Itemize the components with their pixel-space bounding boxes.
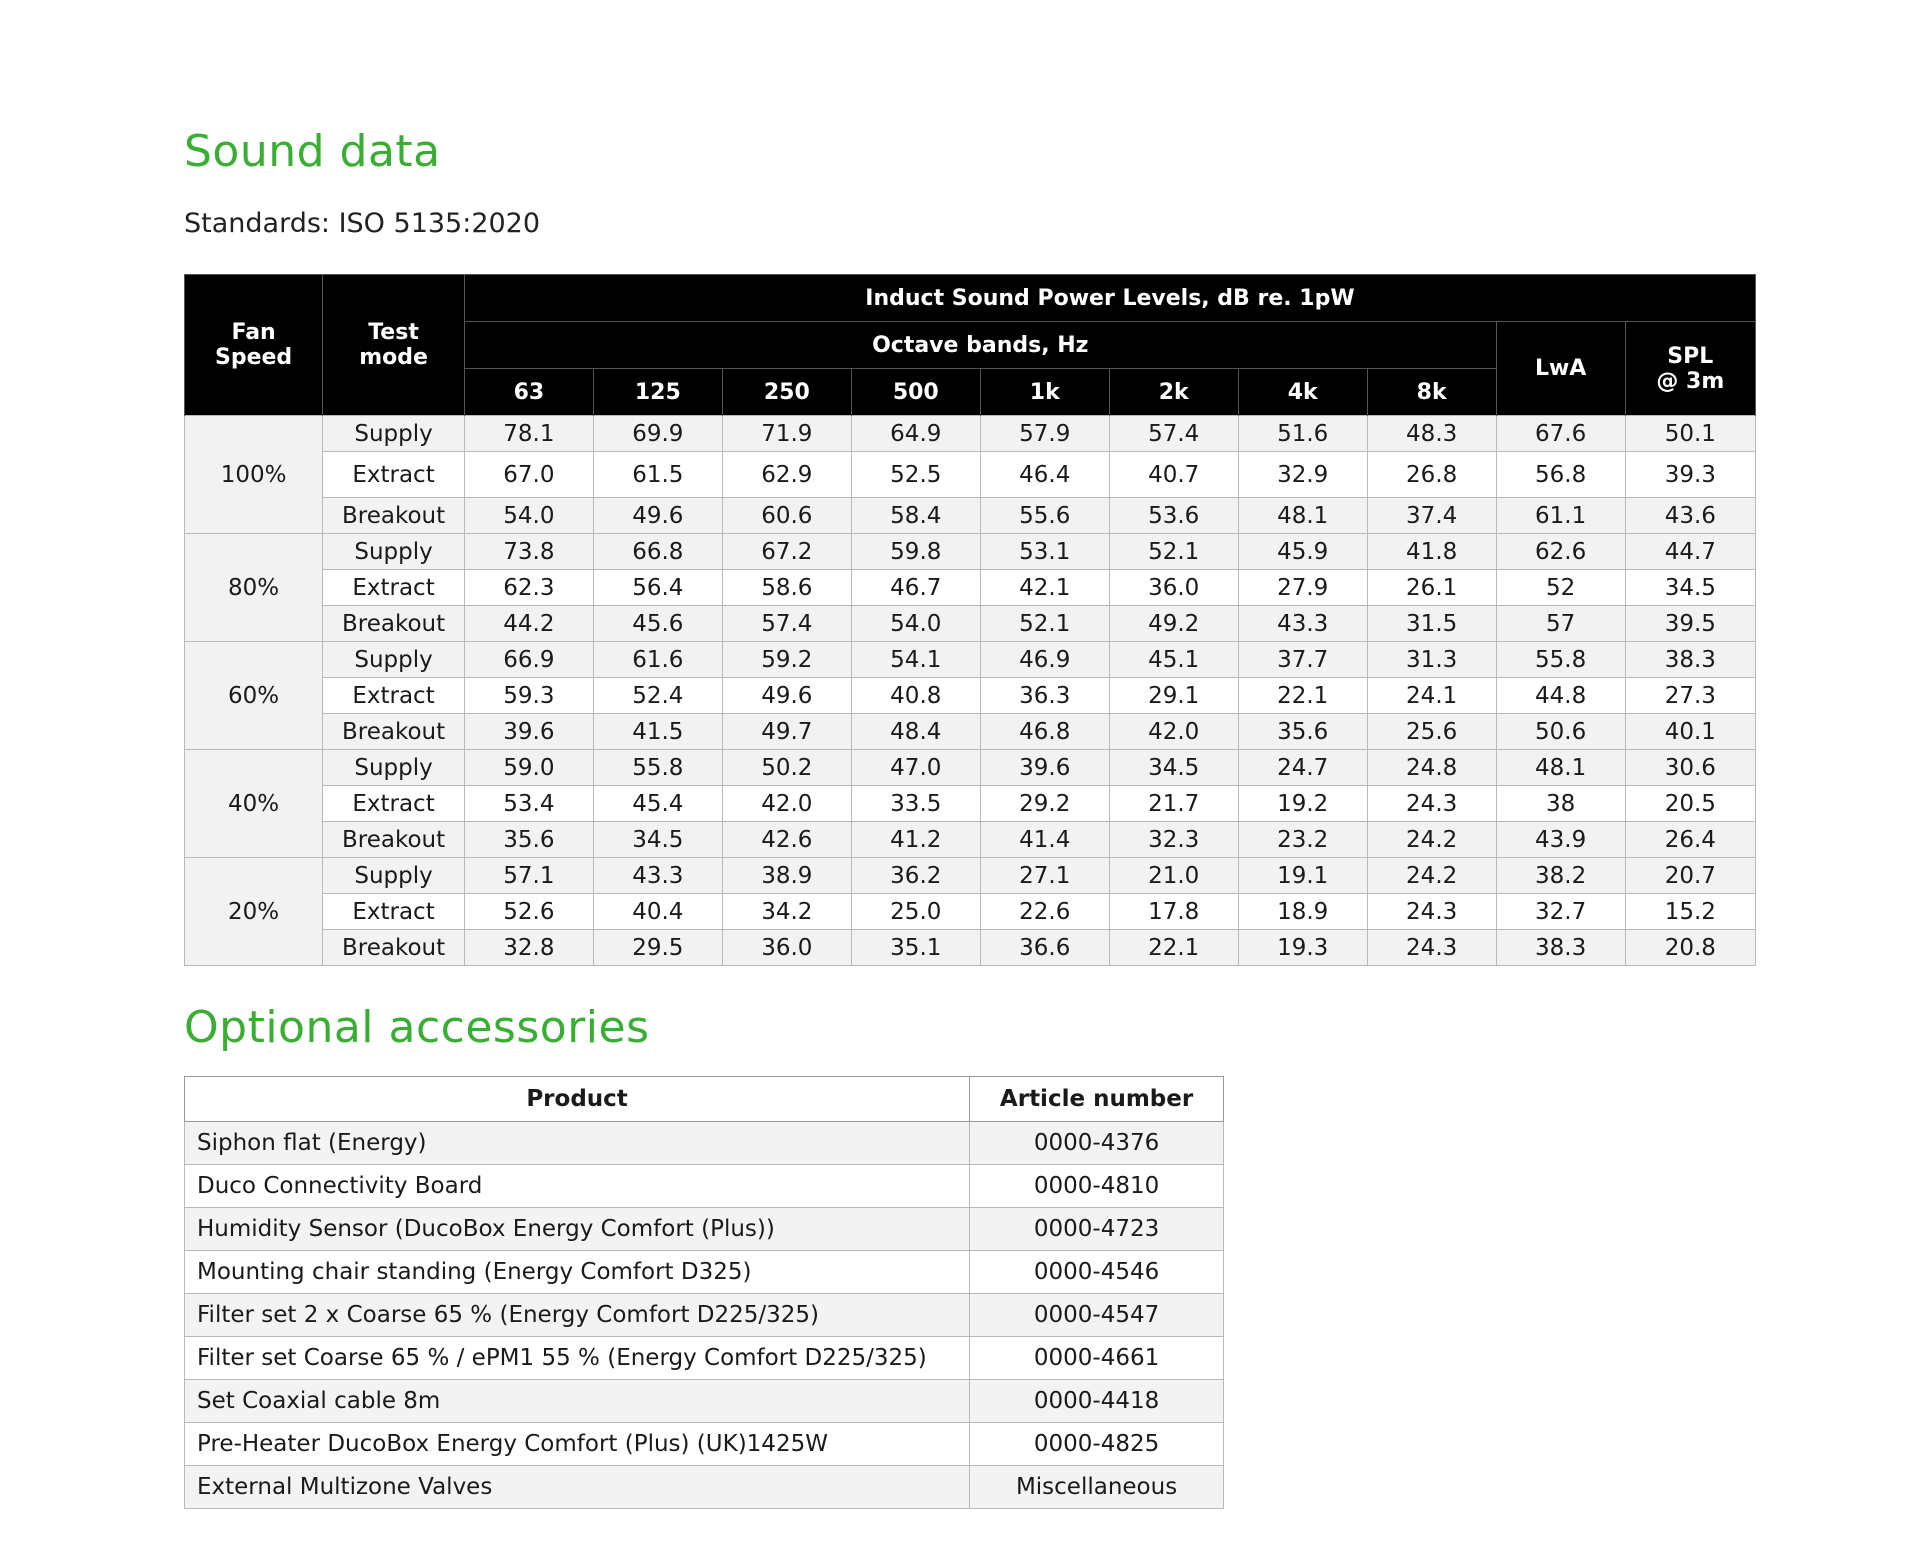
value-cell: 51.6 — [1238, 416, 1367, 452]
table-row — [185, 498, 1756, 534]
value-cell: 27.1 — [980, 858, 1109, 894]
fan-speed-cell: 60% — [185, 642, 323, 750]
table-row — [185, 930, 1756, 966]
value-cell: 40.4 — [593, 894, 722, 930]
value-cell: 35.1 — [851, 930, 980, 966]
value-cell: 34.5 — [593, 822, 722, 858]
value-cell: 22.6 — [980, 894, 1109, 930]
article-number-cell: 0000-4547 — [970, 1294, 1224, 1337]
product-cell: Pre-Heater DucoBox Energy Comfort (Plus) (UK)1425W — [185, 1423, 970, 1466]
table-row — [185, 786, 1756, 822]
value-cell: 50.1 — [1625, 416, 1755, 452]
test-mode-cell: Extract — [323, 678, 465, 714]
test-mode-cell: Supply — [323, 534, 465, 570]
band-header: 1k — [980, 369, 1109, 416]
value-cell: 52.1 — [1109, 534, 1238, 570]
table-row — [185, 822, 1756, 858]
value-cell: 52.4 — [593, 678, 722, 714]
value-cell: 67.0 — [464, 452, 593, 498]
table-row — [185, 750, 1756, 786]
value-cell: 34.2 — [722, 894, 851, 930]
value-cell: 31.5 — [1367, 606, 1496, 642]
table-row — [185, 452, 1756, 498]
induct-header: Induct Sound Power Levels, dB re. 1pW — [464, 275, 1755, 322]
value-cell: 78.1 — [464, 416, 593, 452]
value-cell: 57.4 — [722, 606, 851, 642]
value-cell: 32.9 — [1238, 452, 1367, 498]
value-cell: 52.1 — [980, 606, 1109, 642]
value-cell: 36.2 — [851, 858, 980, 894]
test-mode-cell: Breakout — [323, 930, 465, 966]
test-mode-cell: Extract — [323, 894, 465, 930]
value-cell: 25.0 — [851, 894, 980, 930]
product-cell: Humidity Sensor (DucoBox Energy Comfort (Plus)) — [185, 1208, 970, 1251]
band-header: 250 — [722, 369, 851, 416]
value-cell: 22.1 — [1109, 930, 1238, 966]
value-cell: 56.4 — [593, 570, 722, 606]
value-cell: 36.0 — [722, 930, 851, 966]
value-cell: 41.8 — [1367, 534, 1496, 570]
article-number-cell: Miscellaneous — [970, 1466, 1224, 1509]
value-cell: 42.6 — [722, 822, 851, 858]
value-cell: 19.3 — [1238, 930, 1367, 966]
value-cell: 60.6 — [722, 498, 851, 534]
value-cell: 48.4 — [851, 714, 980, 750]
value-cell: 41.4 — [980, 822, 1109, 858]
value-cell: 21.0 — [1109, 858, 1238, 894]
value-cell: 26.1 — [1367, 570, 1496, 606]
value-cell: 39.3 — [1625, 452, 1755, 498]
value-cell: 42.0 — [722, 786, 851, 822]
table-row — [185, 1423, 1224, 1466]
value-cell: 29.1 — [1109, 678, 1238, 714]
value-cell: 48.1 — [1238, 498, 1367, 534]
value-cell: 45.9 — [1238, 534, 1367, 570]
test-mode-cell: Extract — [323, 452, 465, 498]
value-cell: 50.6 — [1496, 714, 1625, 750]
value-cell: 40.8 — [851, 678, 980, 714]
value-cell: 43.6 — [1625, 498, 1755, 534]
value-cell: 43.9 — [1496, 822, 1625, 858]
band-header: 500 — [851, 369, 980, 416]
value-cell: 69.9 — [593, 416, 722, 452]
value-cell: 67.2 — [722, 534, 851, 570]
value-cell: 52.6 — [464, 894, 593, 930]
band-header: 63 — [464, 369, 593, 416]
band-header: 125 — [593, 369, 722, 416]
value-cell: 18.9 — [1238, 894, 1367, 930]
value-cell: 27.9 — [1238, 570, 1367, 606]
value-cell: 67.6 — [1496, 416, 1625, 452]
product-cell: Siphon flat (Energy) — [185, 1122, 970, 1165]
value-cell: 49.2 — [1109, 606, 1238, 642]
article-number-cell: 0000-4546 — [970, 1251, 1224, 1294]
value-cell: 62.6 — [1496, 534, 1625, 570]
value-cell: 54.0 — [464, 498, 593, 534]
value-cell: 29.5 — [593, 930, 722, 966]
product-cell: Duco Connectivity Board — [185, 1165, 970, 1208]
value-cell: 39.5 — [1625, 606, 1755, 642]
value-cell: 31.3 — [1367, 642, 1496, 678]
value-cell: 38.2 — [1496, 858, 1625, 894]
value-cell: 38.3 — [1496, 930, 1625, 966]
product-cell: Filter set Coarse 65 % / ePM1 55 % (Energy Comfort D225/325) — [185, 1337, 970, 1380]
fan-speed-cell: 100% — [185, 416, 323, 534]
table-row — [185, 1466, 1224, 1509]
table-row — [185, 1122, 1224, 1165]
value-cell: 50.2 — [722, 750, 851, 786]
value-cell: 24.1 — [1367, 678, 1496, 714]
fan-speed-header: Fan Speed — [185, 275, 323, 416]
value-cell: 52.5 — [851, 452, 980, 498]
test-mode-cell: Extract — [323, 786, 465, 822]
value-cell: 46.7 — [851, 570, 980, 606]
value-cell: 59.0 — [464, 750, 593, 786]
spl-header: SPL @ 3m — [1625, 322, 1755, 416]
value-cell: 24.2 — [1367, 822, 1496, 858]
lwa-header: LwA — [1496, 322, 1625, 416]
standards-text: Standards: ISO 5135:2020 — [184, 208, 541, 239]
value-cell: 20.7 — [1625, 858, 1755, 894]
table-row — [185, 534, 1756, 570]
value-cell: 58.4 — [851, 498, 980, 534]
value-cell: 19.1 — [1238, 858, 1367, 894]
value-cell: 53.1 — [980, 534, 1109, 570]
value-cell: 45.6 — [593, 606, 722, 642]
value-cell: 43.3 — [1238, 606, 1367, 642]
value-cell: 37.7 — [1238, 642, 1367, 678]
value-cell: 46.8 — [980, 714, 1109, 750]
value-cell: 32.7 — [1496, 894, 1625, 930]
value-cell: 24.8 — [1367, 750, 1496, 786]
value-cell: 57.9 — [980, 416, 1109, 452]
value-cell: 19.2 — [1238, 786, 1367, 822]
value-cell: 26.8 — [1367, 452, 1496, 498]
value-cell: 36.0 — [1109, 570, 1238, 606]
value-cell: 61.1 — [1496, 498, 1625, 534]
value-cell: 17.8 — [1109, 894, 1238, 930]
value-cell: 56.8 — [1496, 452, 1625, 498]
value-cell: 48.1 — [1496, 750, 1625, 786]
value-cell: 29.2 — [980, 786, 1109, 822]
value-cell: 24.3 — [1367, 894, 1496, 930]
value-cell: 43.3 — [593, 858, 722, 894]
fan-speed-cell: 40% — [185, 750, 323, 858]
value-cell: 49.6 — [593, 498, 722, 534]
value-cell: 73.8 — [464, 534, 593, 570]
value-cell: 32.3 — [1109, 822, 1238, 858]
value-cell: 37.4 — [1367, 498, 1496, 534]
value-cell: 62.9 — [722, 452, 851, 498]
value-cell: 41.2 — [851, 822, 980, 858]
value-cell: 55.6 — [980, 498, 1109, 534]
octave-bands-header: Octave bands, Hz — [464, 322, 1496, 369]
test-mode-cell: Supply — [323, 858, 465, 894]
value-cell: 53.6 — [1109, 498, 1238, 534]
value-cell: 57.1 — [464, 858, 593, 894]
value-cell: 34.5 — [1109, 750, 1238, 786]
table-row — [185, 570, 1756, 606]
value-cell: 23.2 — [1238, 822, 1367, 858]
value-cell: 35.6 — [1238, 714, 1367, 750]
value-cell: 26.4 — [1625, 822, 1755, 858]
table-row — [185, 1251, 1224, 1294]
test-mode-header: Test mode — [323, 275, 465, 416]
article-number-header: Article number — [970, 1077, 1224, 1122]
value-cell: 71.9 — [722, 416, 851, 452]
value-cell: 53.4 — [464, 786, 593, 822]
value-cell: 24.3 — [1367, 786, 1496, 822]
value-cell: 61.6 — [593, 642, 722, 678]
value-cell: 46.4 — [980, 452, 1109, 498]
product-cell: Set Coaxial cable 8m — [185, 1380, 970, 1423]
band-header: 8k — [1367, 369, 1496, 416]
value-cell: 57 — [1496, 606, 1625, 642]
value-cell: 39.6 — [980, 750, 1109, 786]
value-cell: 24.7 — [1238, 750, 1367, 786]
test-mode-cell: Supply — [323, 416, 465, 452]
value-cell: 24.3 — [1367, 930, 1496, 966]
band-header: 2k — [1109, 369, 1238, 416]
value-cell: 57.4 — [1109, 416, 1238, 452]
value-cell: 49.6 — [722, 678, 851, 714]
table-row — [185, 1337, 1224, 1380]
value-cell: 54.1 — [851, 642, 980, 678]
article-number-cell: 0000-4418 — [970, 1380, 1224, 1423]
value-cell: 41.5 — [593, 714, 722, 750]
value-cell: 59.3 — [464, 678, 593, 714]
test-mode-cell: Supply — [323, 750, 465, 786]
value-cell: 38.9 — [722, 858, 851, 894]
table-row — [185, 1380, 1224, 1423]
article-number-cell: 0000-4810 — [970, 1165, 1224, 1208]
table-row — [185, 1294, 1224, 1337]
product-cell: External Multizone Valves — [185, 1466, 970, 1509]
value-cell: 36.6 — [980, 930, 1109, 966]
value-cell: 44.7 — [1625, 534, 1755, 570]
value-cell: 62.3 — [464, 570, 593, 606]
value-cell: 27.3 — [1625, 678, 1755, 714]
table-row — [185, 642, 1756, 678]
article-number-cell: 0000-4661 — [970, 1337, 1224, 1380]
article-number-cell: 0000-4723 — [970, 1208, 1224, 1251]
value-cell: 20.8 — [1625, 930, 1755, 966]
value-cell: 39.6 — [464, 714, 593, 750]
table-row — [185, 678, 1756, 714]
value-cell: 40.7 — [1109, 452, 1238, 498]
value-cell: 38.3 — [1625, 642, 1755, 678]
table-row — [185, 606, 1756, 642]
value-cell: 33.5 — [851, 786, 980, 822]
value-cell: 58.6 — [722, 570, 851, 606]
accessories-table — [184, 1076, 1224, 1509]
value-cell: 64.9 — [851, 416, 980, 452]
product-cell: Filter set 2 x Coarse 65 % (Energy Comfort D225/325) — [185, 1294, 970, 1337]
value-cell: 48.3 — [1367, 416, 1496, 452]
product-header: Product — [185, 1077, 970, 1122]
value-cell: 61.5 — [593, 452, 722, 498]
value-cell: 66.8 — [593, 534, 722, 570]
product-cell: Mounting chair standing (Energy Comfort D325) — [185, 1251, 970, 1294]
value-cell: 55.8 — [593, 750, 722, 786]
fan-speed-cell: 20% — [185, 858, 323, 966]
test-mode-cell: Breakout — [323, 606, 465, 642]
table-row — [185, 416, 1756, 452]
value-cell: 54.0 — [851, 606, 980, 642]
table-row — [185, 1165, 1224, 1208]
value-cell: 59.8 — [851, 534, 980, 570]
value-cell: 15.2 — [1625, 894, 1755, 930]
value-cell: 44.8 — [1496, 678, 1625, 714]
value-cell: 20.5 — [1625, 786, 1755, 822]
table-row — [185, 894, 1756, 930]
article-number-cell: 0000-4376 — [970, 1122, 1224, 1165]
value-cell: 47.0 — [851, 750, 980, 786]
value-cell: 44.2 — [464, 606, 593, 642]
value-cell: 34.5 — [1625, 570, 1755, 606]
value-cell: 32.8 — [464, 930, 593, 966]
value-cell: 55.8 — [1496, 642, 1625, 678]
value-cell: 66.9 — [464, 642, 593, 678]
value-cell: 21.7 — [1109, 786, 1238, 822]
value-cell: 35.6 — [464, 822, 593, 858]
value-cell: 45.1 — [1109, 642, 1238, 678]
table-row — [185, 858, 1756, 894]
value-cell: 45.4 — [593, 786, 722, 822]
value-cell: 46.9 — [980, 642, 1109, 678]
value-cell: 25.6 — [1367, 714, 1496, 750]
value-cell: 59.2 — [722, 642, 851, 678]
fan-speed-cell: 80% — [185, 534, 323, 642]
value-cell: 24.2 — [1367, 858, 1496, 894]
article-number-cell: 0000-4825 — [970, 1423, 1224, 1466]
value-cell: 36.3 — [980, 678, 1109, 714]
test-mode-cell: Breakout — [323, 498, 465, 534]
value-cell: 22.1 — [1238, 678, 1367, 714]
sound-data-table — [184, 274, 1756, 966]
test-mode-cell: Breakout — [323, 822, 465, 858]
test-mode-cell: Breakout — [323, 714, 465, 750]
value-cell: 30.6 — [1625, 750, 1755, 786]
test-mode-cell: Extract — [323, 570, 465, 606]
value-cell: 38 — [1496, 786, 1625, 822]
value-cell: 42.1 — [980, 570, 1109, 606]
sound-data-title: Sound data — [184, 126, 441, 177]
band-header: 4k — [1238, 369, 1367, 416]
value-cell: 42.0 — [1109, 714, 1238, 750]
optional-accessories-title: Optional accessories — [184, 1002, 650, 1053]
table-row — [185, 1208, 1224, 1251]
value-cell: 52 — [1496, 570, 1625, 606]
table-row — [185, 714, 1756, 750]
test-mode-cell: Supply — [323, 642, 465, 678]
value-cell: 40.1 — [1625, 714, 1755, 750]
value-cell: 49.7 — [722, 714, 851, 750]
